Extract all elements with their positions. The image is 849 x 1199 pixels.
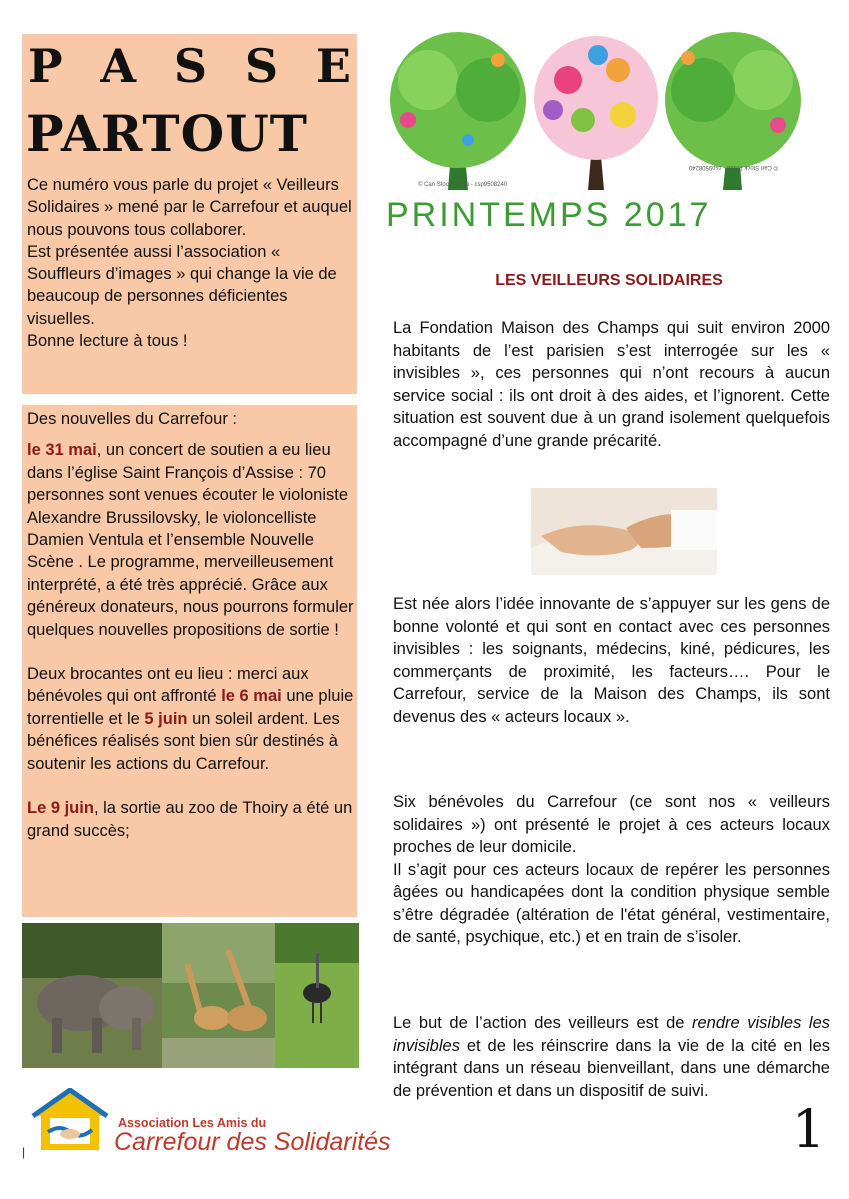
date-highlight: Le 9 juin — [27, 799, 94, 818]
spring-trees-illustration — [368, 30, 824, 195]
zoo-photo-illustration — [22, 923, 359, 1068]
title-letter: A — [100, 39, 137, 93]
news-text-span: un soleil ardent. Les bénéfices réalisés sont bien sûr destinés à soutenir les actions du Carrefour. — [27, 709, 340, 773]
article-paragraph-3a: Six bénévoles du Carrefour (ce sont nos « veilleurs solidaires ») ont présenté le projet à ces acteurs locaux proches de leur domicile. — [393, 793, 830, 856]
masthead-title-line1 — [22, 36, 357, 96]
intro-line: Bonne lecture à tous ! — [27, 332, 188, 351]
logo-line2: Carrefour des Solidarités — [114, 1128, 391, 1156]
title-letter: P — [28, 39, 63, 93]
watermark-left: © Can Stock Photo - csp9508240 — [418, 182, 508, 188]
news-heading: Des nouvelles du Carrefour : — [27, 410, 238, 428]
small-mark: | — [22, 1145, 26, 1159]
article-paragraph-4 — [393, 1012, 830, 1102]
news-text-span: Deux brocantes ont eu lieu : merci aux bénévoles qui ont affronté — [27, 665, 309, 706]
masthead-title-line2: PARTOUT — [26, 104, 308, 163]
news-text-span: une pluie torrentielle et le — [27, 687, 354, 728]
season-heading: PRINTEMPS 2017 — [386, 196, 712, 234]
zoo-photo-collage — [22, 923, 359, 1068]
date-highlight: le 31 mai — [27, 441, 97, 460]
article-text-span: Le but de l’action des veilleurs est de — [393, 1014, 692, 1032]
date-highlight: 5 juin — [144, 709, 188, 728]
article-paragraph-2: Est née alors l’idée innovante de s’appuyer sur les gens de bonne volonté et qui sont en contact avec ces personnes invisibles : les soignants, médecins, kiné, pédicures, les commerçants de proximité, les facteurs…. Pour le Carrefour, service de la Maison des Champs, ils sont devenus des « acteurs locaux ». — [393, 595, 830, 726]
article-text-span: et de les réinscrire dans la vie de la cité en les intégrant dans un réseau bienveillant, dans une démarche de prévention et dans un dispositif de suivi. — [393, 1036, 830, 1100]
news-text — [27, 405, 355, 842]
article-emphasis: rendre visibles les invisibles — [393, 1014, 830, 1055]
intro-line: Ce numéro vous parle du projet « Veilleurs Solidaires » mené par le Carrefour et auquel nous pouvons tous collaborer. — [27, 176, 352, 239]
hands-illustration — [531, 488, 717, 575]
title-letter: S — [173, 39, 208, 93]
trees-icon — [368, 30, 824, 195]
logo-line1: Association Les Amis du — [118, 1116, 267, 1130]
article-paragraph-3b: Il s’agit pour ces acteurs locaux de repérer les personnes âgées ou handicapées dont la condition physique semble s’être dégradée (altération de l'état général, vestimentaire, de santé, psychique, etc.) et en train de s’isoler. — [393, 860, 830, 946]
news-paragraph-brocantes — [27, 663, 355, 775]
article-paragraph-3 — [393, 791, 830, 949]
house-handshake-icon — [28, 1088, 113, 1158]
watermark-right: © Can Stock Photo - csp9508240 — [688, 164, 778, 170]
intro-text — [27, 174, 352, 352]
title-letter: S — [244, 39, 279, 93]
hands-photo — [531, 488, 717, 575]
date-highlight: le 6 mai — [221, 687, 282, 706]
news-text-span: , un concert de soutien a eu lieu dans l’église Saint François d’Assise : 70 personnes sont venues écouter le violoniste Alexandre Brussilovsky, le violoncelliste Damien Ventula et l’ensemble Nouvelle Scène . Le programme, merveilleusement interprété, a été très apprécié. Grâce aux généreux donateurs, nous pourrons formuler quelques nouvelles propositions de sortie ! — [27, 441, 354, 639]
article-title: LES VEILLEURS SOLIDAIRES — [495, 272, 723, 289]
news-text-span: , la sortie au zoo de Thoiry a été un grand succès; — [27, 799, 353, 840]
news-paragraph-zoo — [27, 797, 355, 842]
article-paragraph-1: La Fondation Maison des Champs qui suit environ 2000 habitants de l’est parisien s’est interrogée sur les « invisibles », ces personnes qui n’ont recours à aucun service social : ils ont droit à des aides, et l’ignorent. Cette situation est souvent due à un grand isolement quelquefois accompagné d’une grande précarité. — [393, 319, 830, 450]
title-letter: E — [315, 39, 351, 93]
news-paragraph-concert — [27, 439, 355, 641]
page-number: 1 — [792, 1100, 826, 1160]
intro-line: Est présentée aussi l’association « Souffleurs d’images » qui change la vie de beaucoup de personnes déficientes visuelles. — [27, 242, 337, 328]
